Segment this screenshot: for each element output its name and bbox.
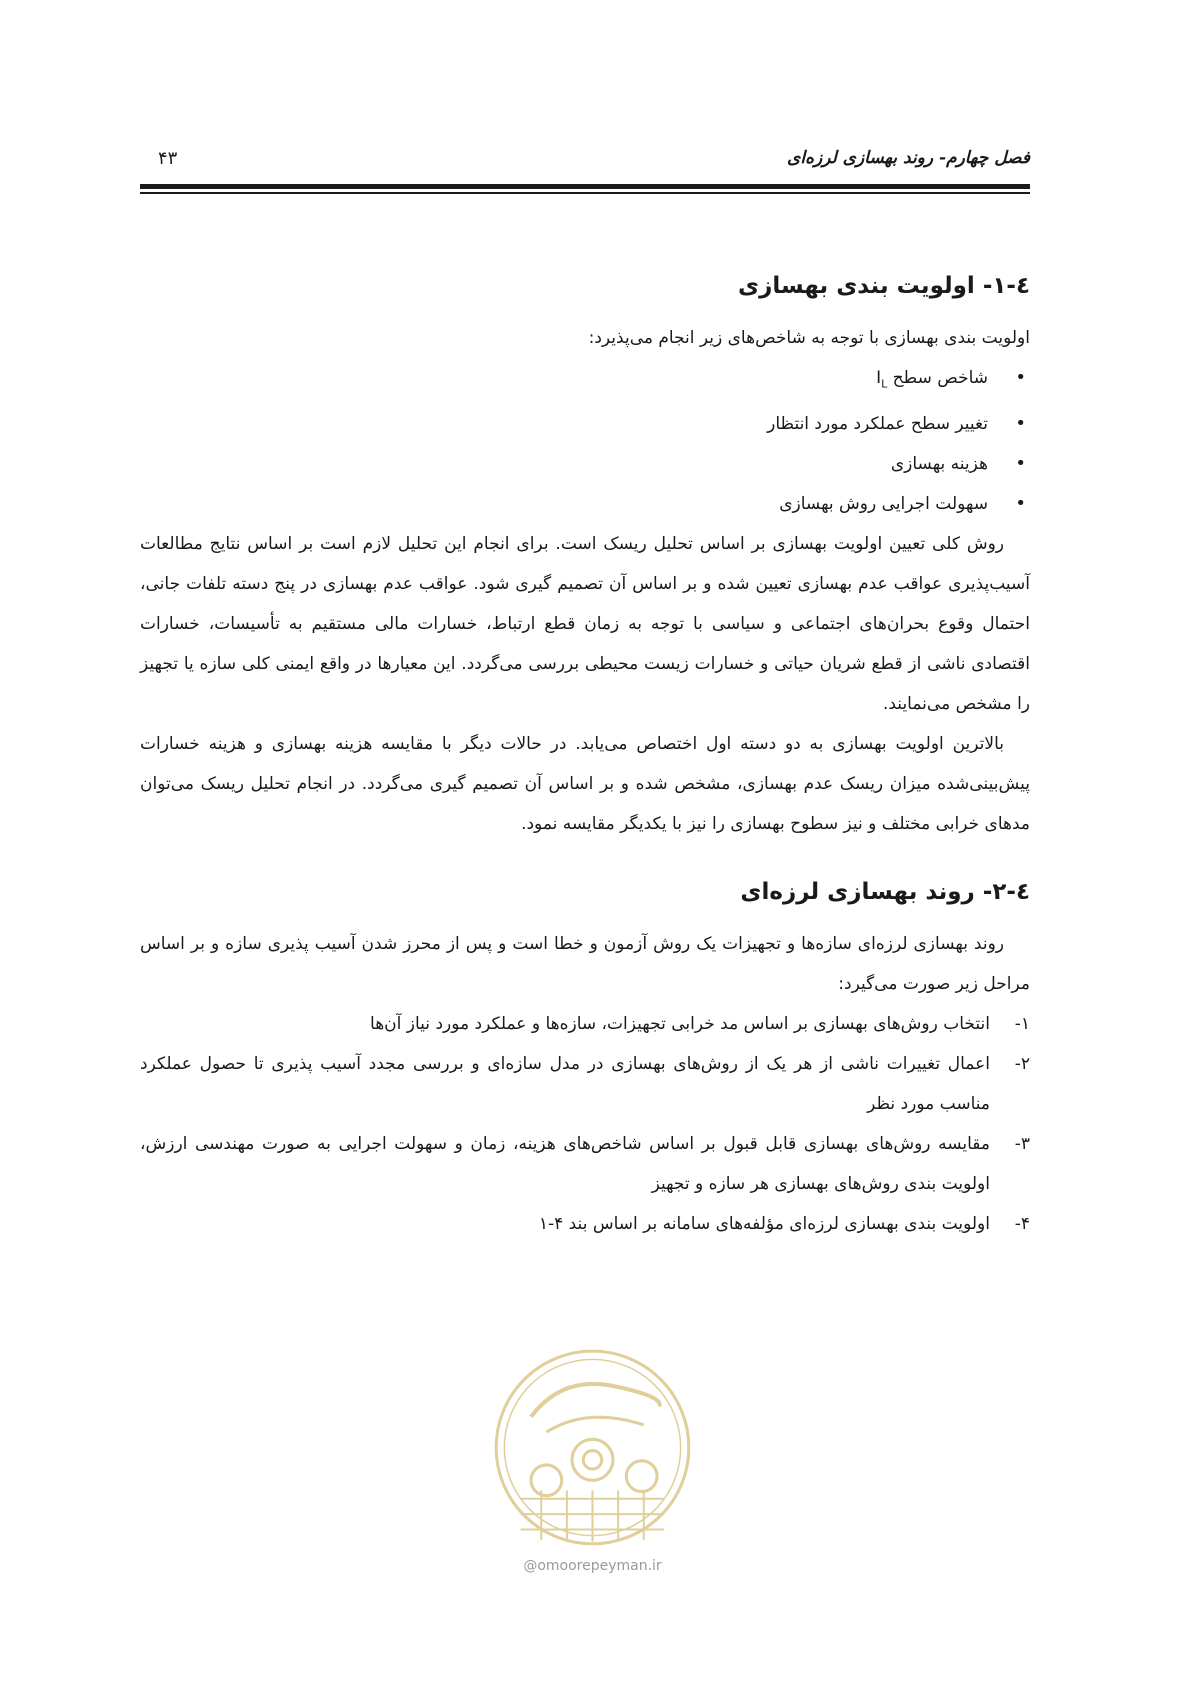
criteria-item-level-index xyxy=(140,358,988,404)
index-subscript: L xyxy=(881,377,888,391)
section2-intro: روند بهسازی لرزه‌ای سازه‌ها و تجهیزات یک روش آزمون و خطا است و پس از محرز شدن آسیب پذیری سازه و بر اساس مراحل زیر صورت می‌گیرد: xyxy=(140,934,1030,995)
step-number: ١- xyxy=(1014,1014,1030,1035)
header-rule-thick xyxy=(140,184,1030,189)
page-header xyxy=(140,148,1030,178)
criteria-item-performance-change: • تغییر سطح عملکرد مورد انتظار xyxy=(140,404,988,444)
process-step xyxy=(140,1044,1030,1124)
process-step xyxy=(140,1204,1030,1244)
section1-intro: اولویت بندی بهسازی با توجه به شاخص‌های زیر انجام می‌پذیرد: xyxy=(588,328,1030,348)
step-number: ٢- xyxy=(1014,1054,1030,1075)
level-index-symbol xyxy=(876,368,888,391)
step-number: ۴- xyxy=(1014,1214,1030,1235)
page-content xyxy=(140,268,1030,1244)
section1-paragraph-priority: بالاترین اولویت بهسازی به دو دسته اول اختصاص می‌یابد. در حالات دیگر با مقایسه هزینه بهسازی و هزینه خسارات پیش‌بینی‌شده میزان ریسک عدم بهسازی، مشخص شده و بر اساس آن تصمیم گیری می‌گردد. در انجام تحلیل ریسک می‌توان مدهای خرابی مختلف و نیز سطوح بهسازی را نیز با یکدیگر مقایسه نمود. xyxy=(140,734,1030,835)
criteria-item-label: شاخص سطح xyxy=(892,368,988,388)
criteria-item-cost: • هزینه بهسازی xyxy=(140,444,988,484)
section1-paragraph-risk: روش کلی تعیین اولویت بهسازی بر اساس تحلیل ریسک است. برای انجام این تحلیل لازم است بر اساس نتایج مطالعات آسیب‌پذیری عواقب عدم بهسازی تعیین شده و بر اساس آن تصمیم گیری شود. عواقب عدم بهسازی در پنج دسته تلفات جانی، احتمال وقوع بحران‌های اجتماعی و سیاسی با توجه به زمان قطع ارتباط، خسارات مالی مستقیم به تأسیسات، خسارات اقتصادی ناشی از قطع شریان حیاتی و خسارات زیست محیطی بررسی می‌گردد. این معیارها در واقع ایمنی کلی سازه یا تجهیز را مشخص می‌نمایند. xyxy=(140,534,1030,715)
process-steps-list xyxy=(140,1004,1030,1244)
step-number: ٣- xyxy=(1014,1134,1030,1155)
step-text: مقایسه روش‌های بهسازی قابل قبول بر اساس شاخص‌های هزینه، زمان و سهولت اجرایی به صورت مهندسی ارزش، اولویت بندی روش‌های بهسازی هر سازه و تجهیز xyxy=(140,1134,990,1195)
header-rule-thin xyxy=(140,192,1030,194)
criteria-item-ease: • سهولت اجرایی روش بهسازی xyxy=(140,484,988,524)
section-heading-seismic-process: ٤-٢- روند بهسازی لرزه‌ای xyxy=(740,879,1030,906)
index-symbol: I xyxy=(876,368,882,388)
section-heading-prioritization: ٤-١- اولویت بندی بهسازی xyxy=(738,273,1030,299)
page-number: ۴۳ xyxy=(158,148,178,169)
step-text: انتخاب روش‌های بهسازی بر اساس مد خرابی تجهیزات، سازه‌ها و عملکرد مورد نیاز آن‌ها xyxy=(370,1014,990,1035)
process-step xyxy=(140,1004,1030,1044)
step-text: اعمال تغییرات ناشی از هر یک از روش‌های بهسازی در مدل سازه‌ای و بررسی مجدد آسیب پذیری تا حصول عملکرد مناسب مورد نظر xyxy=(140,1054,990,1115)
criteria-list xyxy=(140,358,1030,524)
watermark-url: @omoorepeyman.ir xyxy=(523,1558,662,1574)
step-text: اولویت بندی بهسازی لرزه‌ای مؤلفه‌های سامانه بر اساس بند ۴-١ xyxy=(538,1214,990,1235)
watermark-logo-icon xyxy=(490,1345,695,1550)
running-title: فصل چهارم- روند بهسازی لرزه‌ای xyxy=(787,148,1030,168)
process-step xyxy=(140,1124,1030,1204)
